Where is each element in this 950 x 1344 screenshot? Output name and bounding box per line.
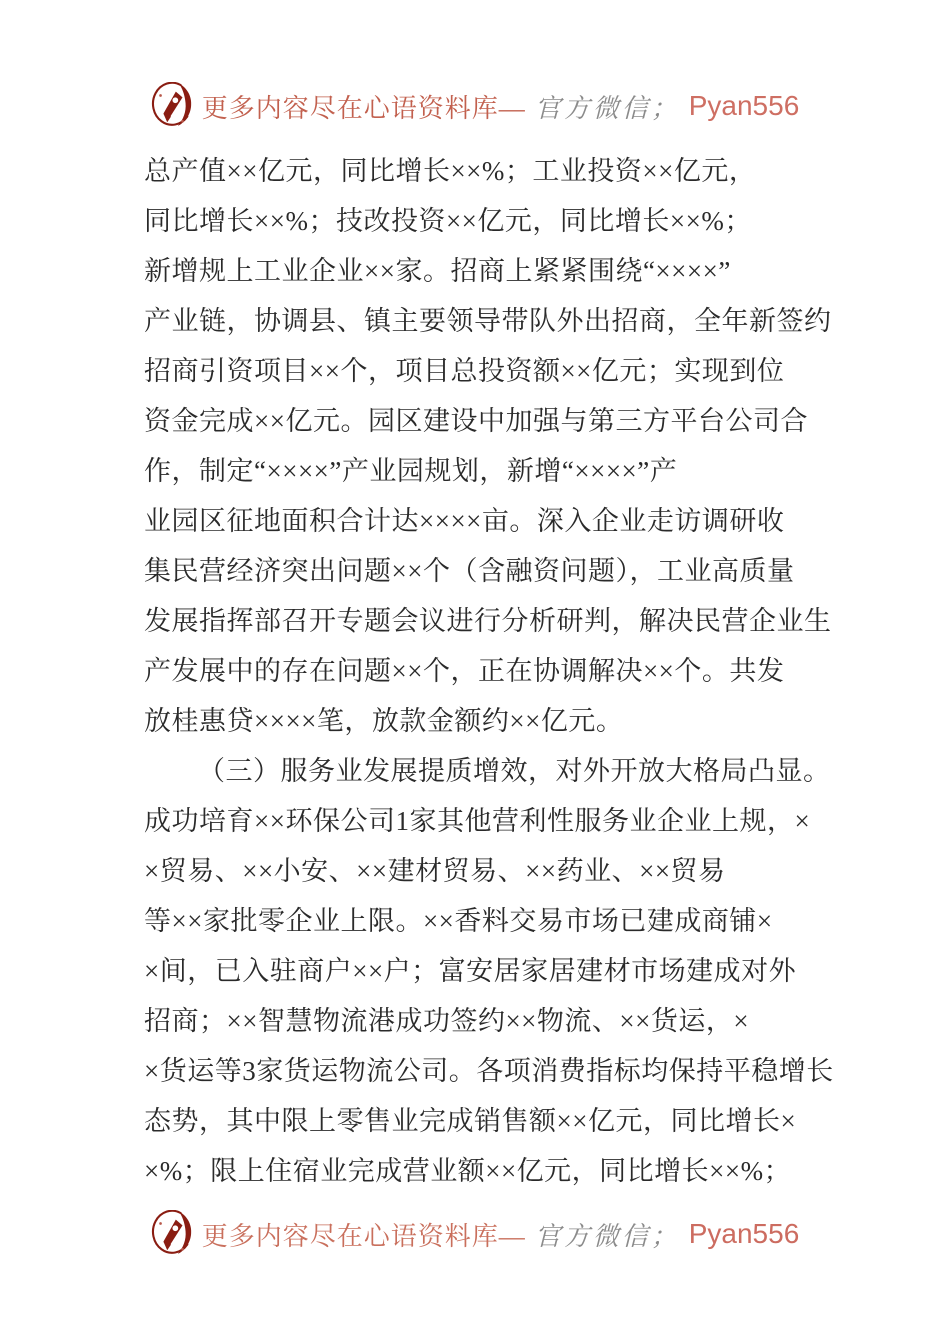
text-line: ×间，已入驻商户××户；富安居家居建材市场建成对外	[144, 956, 797, 986]
text-line: 发展指挥部召开专题会议进行分析研判，解决民营企业生	[144, 606, 832, 636]
document-text	[144, 146, 834, 1196]
text-line: 放桂惠贷××××笔，放款金额约××亿元。	[144, 706, 624, 736]
text-line-section-heading: （三）服务业发展提质增效，对外开放大格局凸显。	[198, 756, 831, 786]
text-line: 成功培育××环保公司1家其他营利性服务业企业上规，×	[144, 806, 811, 836]
watermark-wechat-label: 官方微信；	[534, 1221, 680, 1252]
text-line: 产发展中的存在问题××个，正在协调解决××个。共发	[144, 656, 785, 686]
text-line: 招商引资项目××个，项目总投资额××亿元；实现到位	[144, 356, 785, 386]
watermark-wechat-id: Pyan556	[688, 90, 800, 121]
footer-watermark	[0, 1210, 950, 1258]
header-watermark	[0, 82, 950, 130]
text-line: 业园区征地面积合计达××××亩。深入企业走访调研收	[144, 506, 785, 536]
text-line: 资金完成××亿元。园区建设中加强与第三方平台公司合	[144, 406, 808, 436]
watermark-brand-text: 更多内容尽在心语资料库—	[201, 1221, 526, 1251]
text-line: 招商；××智慧物流港成功签约××物流、××货运，×	[144, 1006, 750, 1036]
text-line: ×贸易、××小安、××建材贸易、××药业、××贸易	[144, 856, 726, 886]
watermark-brand-text: 更多内容尽在心语资料库—	[201, 93, 526, 123]
text-line: ×%；限上住宿业完成营业额××亿元，同比增长××%；	[144, 1156, 792, 1186]
pen-nib-circle-logo-icon	[151, 82, 193, 130]
text-line: 新增规上工业企业××家。招商上紧紧围绕“××××”	[144, 256, 731, 286]
text-line: 产业链，协调县、镇主要领导带队外出招商，全年新签约	[144, 306, 832, 336]
text-line: 作，制定“××××”产业园规划，新增“××××”产	[144, 456, 678, 486]
watermark-wechat-id: Pyan556	[688, 1218, 800, 1249]
text-line: 等××家批零企业上限。××香料交易市场已建成商铺×	[144, 906, 773, 936]
text-line: 集民营经济突出问题××个（含融资问题），工业高质量	[144, 556, 795, 586]
text-line: 总产值××亿元，同比增长××%；工业投资××亿元，	[144, 156, 757, 186]
watermark-wechat-label: 官方微信；	[534, 93, 680, 124]
text-line: ×货运等3家货运物流公司。各项消费指标均保持平稳增长	[144, 1056, 834, 1086]
text-line: 态势，其中限上零售业完成销售额××亿元，同比增长×	[144, 1106, 797, 1136]
pen-nib-circle-logo-icon	[151, 1210, 193, 1258]
text-line: 同比增长××%；技改投资××亿元，同比增长××%；	[144, 206, 752, 236]
